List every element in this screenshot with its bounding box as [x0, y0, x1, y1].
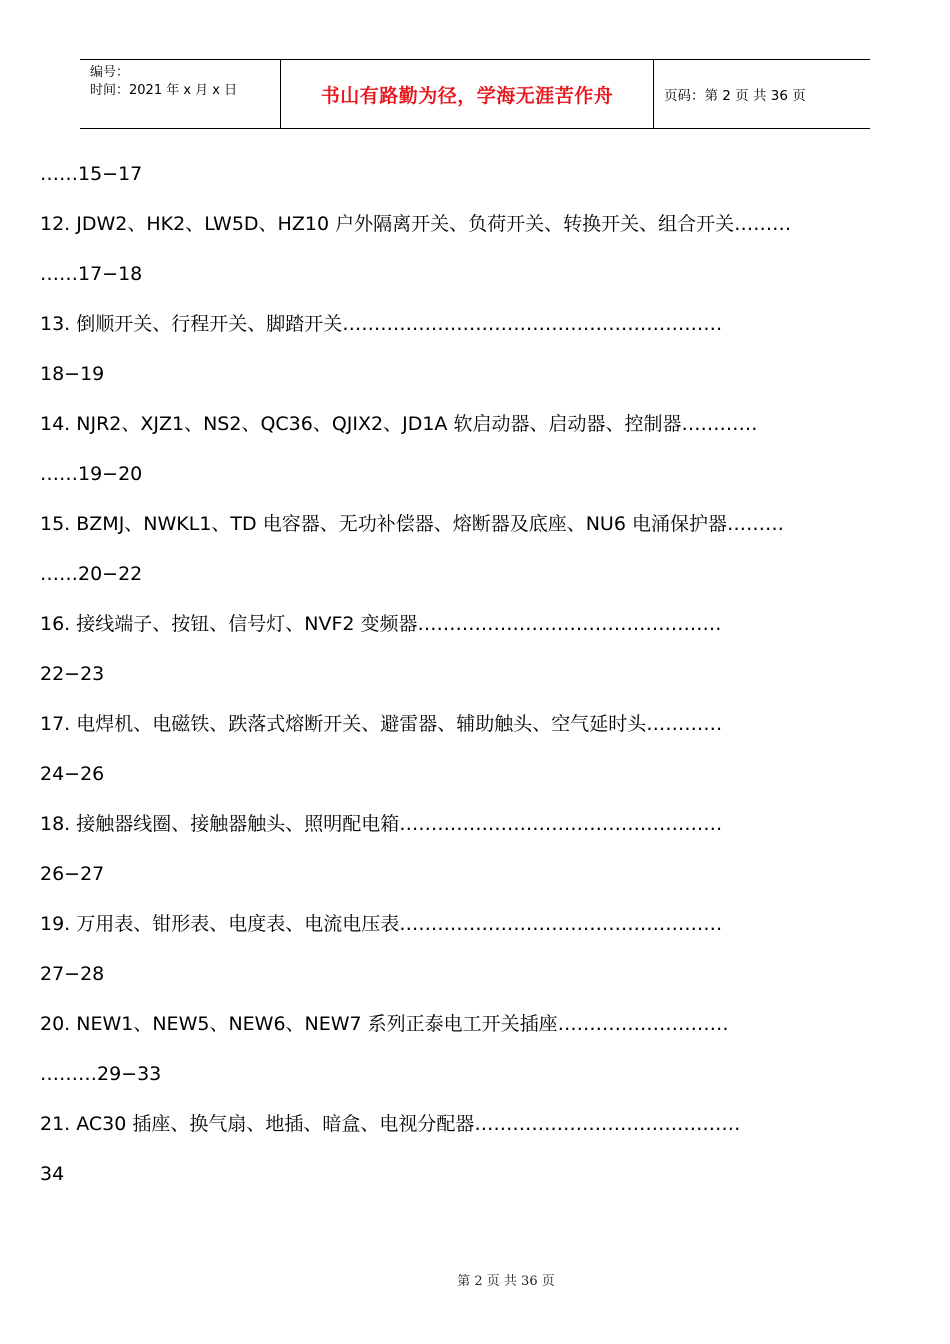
toc-line: 22−23	[40, 663, 105, 685]
table-of-contents	[40, 154, 912, 1204]
toc-line: ……20−22	[40, 563, 143, 585]
page-footer	[0, 1270, 950, 1289]
document-header	[80, 59, 870, 129]
toc-line: 15. BZMJ、NWKL1、TD 电容器、无功补偿器、熔断器及底座、NU6 电涌保护器………	[40, 513, 784, 535]
toc-line: ……17−18	[40, 263, 143, 285]
toc-line: 14. NJR2、XJZ1、NS2、QC36、QJIX2、JD1A 软启动器、启动器、控制器…………	[40, 413, 758, 435]
toc-line: 24−26	[40, 763, 105, 785]
toc-line: ……19−20	[40, 463, 143, 485]
header-meta	[80, 60, 280, 128]
toc-line: 12. JDW2、HK2、LW5D、HZ10 户外隔离开关、负荷开关、转换开关、组合开关………	[40, 213, 792, 235]
toc-line: 16. 接线端子、按钮、信号灯、NVF2 变频器…………………………………………	[40, 613, 722, 635]
toc-line: 18. 接触器线圈、接触器触头、照明配电箱……………………………………………	[40, 813, 723, 835]
motto-text: 书山有路勤为径，学海无涯苦作舟	[320, 84, 614, 107]
toc-line: 20. NEW1、NEW5、NEW6、NEW7 系列正泰电工开关插座………………………	[40, 1013, 729, 1035]
time-label: 时间：2021 年 x 月 x 日	[90, 83, 238, 98]
toc-line: 18−19	[40, 363, 105, 385]
toc-line: ……15−17	[40, 163, 143, 185]
toc-line: 19. 万用表、钳形表、电度表、电流电压表……………………………………………	[40, 913, 723, 935]
toc-line: 26−27	[40, 863, 105, 885]
toc-line: ………29−33	[40, 1063, 162, 1085]
toc-line: 17. 电焊机、电磁铁、跌落式熔断开关、避雷器、辅助触头、空气延时头…………	[40, 713, 723, 735]
footer-page-number: 第 2 页 共 36 页	[457, 1274, 555, 1289]
header-motto-cell	[280, 60, 654, 128]
toc-line: 21. AC30 插座、换气扇、地插、暗盒、电视分配器……………………………………	[40, 1113, 741, 1135]
toc-line: 27−28	[40, 963, 105, 985]
number-label: 编号：	[90, 65, 130, 80]
page-label: 页码：第 2 页 共 36 页	[664, 88, 806, 104]
header-page-cell	[654, 60, 870, 128]
toc-line: 13. 倒顺开关、行程开关、脚踏开关……………………………………………………	[40, 313, 723, 335]
toc-line: 34	[40, 1163, 65, 1185]
